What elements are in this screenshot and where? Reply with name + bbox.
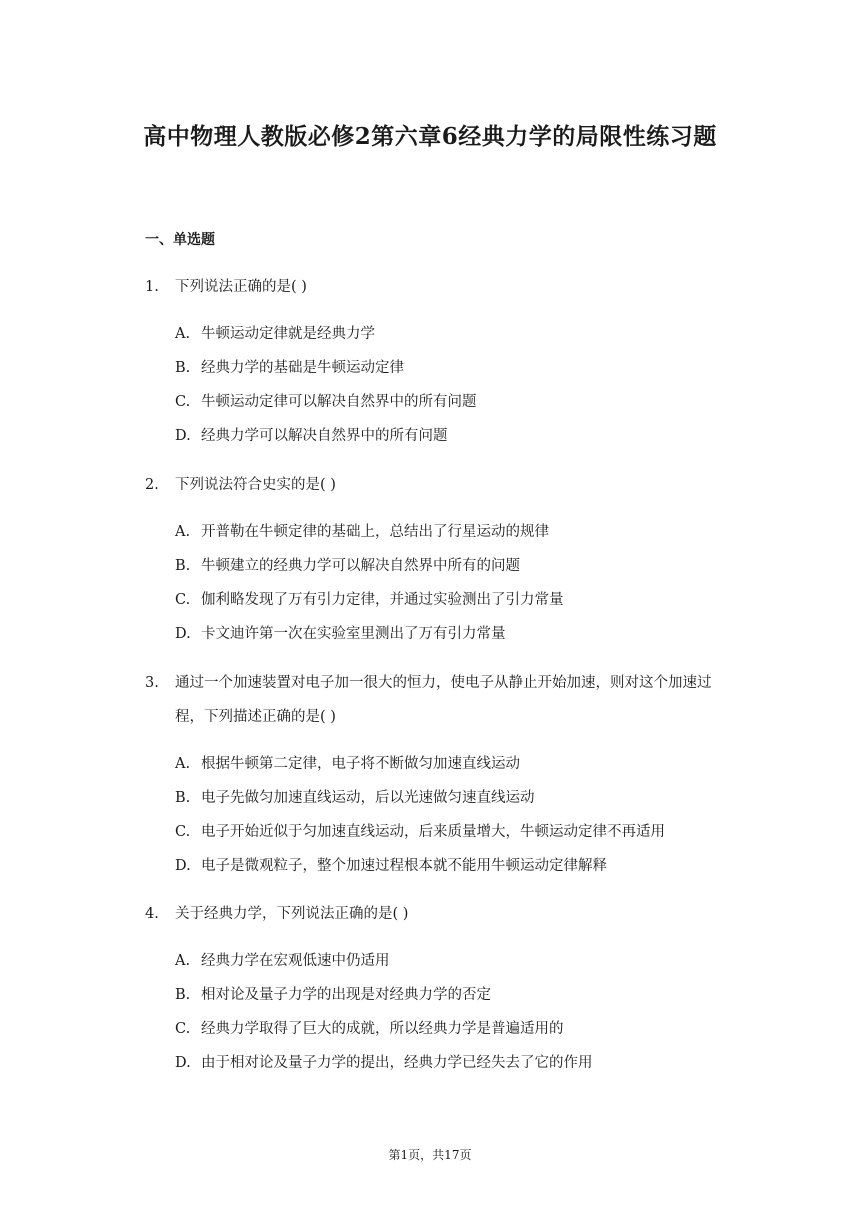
option-letter: B. [175, 360, 191, 376]
question-text: 关于经典力学，下列说法正确的是( ) [175, 906, 409, 922]
option-text: 牛顿运动定律就是经典力学 [201, 326, 375, 342]
option-list [145, 747, 720, 883]
section-heading: 一、单选题 [145, 232, 215, 248]
question-stem [145, 897, 720, 931]
option-letter: B. [175, 558, 191, 574]
option-c [175, 1012, 720, 1046]
option-a [175, 747, 720, 781]
option-letter: C. [175, 824, 191, 840]
page-footer: 第1页，共17页 [388, 1148, 472, 1162]
question-2 [145, 468, 720, 651]
option-text: 经典力学可以解决自然界中的所有问题 [201, 428, 448, 444]
question-4 [145, 897, 720, 1080]
question-text: 下列说法正确的是( ) [175, 279, 307, 295]
question-number: 4. [145, 906, 159, 922]
option-d [175, 617, 720, 651]
option-c [175, 583, 720, 617]
option-letter: A. [175, 326, 191, 342]
question-text: 下列说法符合史实的是( ) [175, 477, 336, 493]
question-stem [145, 270, 720, 304]
option-text: 牛顿运动定律可以解决自然界中的所有问题 [201, 394, 477, 410]
option-d [175, 849, 720, 883]
option-letter: D. [175, 428, 191, 444]
option-letter: C. [175, 592, 191, 608]
option-text: 牛顿建立的经典力学可以解决自然界中所有的问题 [201, 558, 520, 574]
option-letter: B. [175, 987, 191, 1003]
option-list [145, 944, 720, 1080]
option-letter: A. [175, 524, 191, 540]
option-b [175, 351, 720, 385]
option-text: 经典力学取得了巨大的成就，所以经典力学是普遍适用的 [201, 1021, 564, 1037]
option-list [145, 515, 720, 651]
option-text: 由于相对论及量子力学的提出，经典力学已经失去了它的作用 [201, 1055, 593, 1071]
option-text: 经典力学在宏观低速中仍适用 [201, 953, 390, 969]
option-letter: C. [175, 1021, 191, 1037]
option-text: 伽利略发现了万有引力定律，并通过实验测出了引力常量 [201, 592, 564, 608]
option-text: 卡文迪许第一次在实验室里测出了万有引力常量 [201, 626, 506, 642]
option-letter: A. [175, 953, 191, 969]
document-title: 高中物理人教版必修2第六章6经典力学的局限性练习题 [143, 123, 717, 150]
option-a [175, 515, 720, 549]
question-stem [145, 468, 720, 502]
option-text: 开普勒在牛顿定律的基础上，总结出了行星运动的规律 [201, 524, 549, 540]
option-c [175, 385, 720, 419]
option-c [175, 815, 720, 849]
question-number: 2. [145, 477, 159, 493]
question-number: 3. [145, 675, 159, 691]
option-text: 根据牛顿第二定律，电子将不断做匀加速直线运动 [201, 756, 520, 772]
option-b [175, 978, 720, 1012]
option-text: 电子开始近似于匀加速直线运动，后来质量增大，牛顿运动定律不再适用 [201, 824, 665, 840]
option-d [175, 419, 720, 453]
option-letter: D. [175, 1055, 191, 1071]
option-b [175, 549, 720, 583]
option-letter: D. [175, 858, 191, 874]
option-text: 电子先做匀加速直线运动，后以光速做匀速直线运动 [201, 790, 535, 806]
question-stem [145, 666, 720, 734]
option-d [175, 1046, 720, 1080]
option-text: 经典力学的基础是牛顿运动定律 [201, 360, 404, 376]
question-1 [145, 270, 720, 453]
option-list [145, 317, 720, 453]
question-number: 1. [145, 279, 159, 295]
question-text: 通过一个加速装置对电子加一很大的恒力，使电子从静止开始加速，则对这个加速过程，下列描述正确的是( ) [175, 675, 712, 725]
question-3 [145, 666, 720, 883]
option-text: 电子是微观粒子，整个加速过程根本就不能用牛顿运动定律解释 [201, 858, 607, 874]
option-text: 相对论及量子力学的出现是对经典力学的否定 [201, 987, 491, 1003]
option-a [175, 317, 720, 351]
option-letter: A. [175, 756, 191, 772]
option-letter: D. [175, 626, 191, 642]
option-b [175, 781, 720, 815]
option-a [175, 944, 720, 978]
option-letter: C. [175, 394, 191, 410]
option-letter: B. [175, 790, 191, 806]
